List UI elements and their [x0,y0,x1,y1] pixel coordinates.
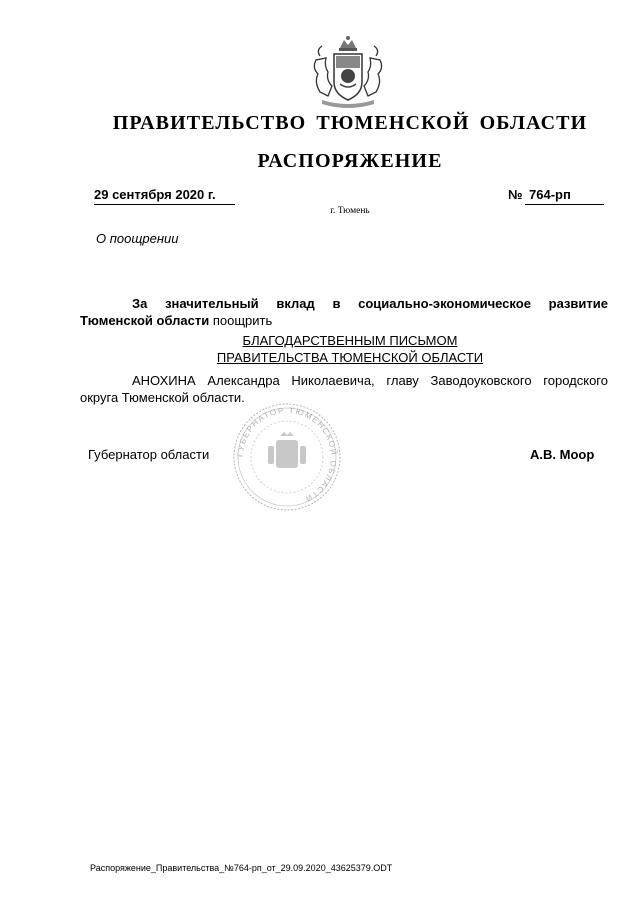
paragraph-reason [80,295,608,329]
award-title-line2: ПРАВИТЕЛЬСТВА ТЮМЕНСКОЙ ОБЛАСТИ [216,350,484,365]
file-footer: Распоряжение_Правительства_№764-рп_от_29.09.2020_43625379.ODT [90,863,393,873]
official-seal-stamp [232,402,342,512]
paragraph-reason-bold: За значительный вклад в социально-экономическое развитие Тюменской области [80,296,608,328]
number-sign: № [508,187,523,202]
paragraph-recipient: АНОХИНА Александра Николаевича, главу Заводоуковского городского округа Тюменской области. [80,373,608,405]
document-date: 29 сентября 2020 г. [94,187,235,205]
signatory-name: А.В. Моор [530,447,595,462]
signatory-position: Губернатор области [88,447,210,462]
document-subject: О поощрении [96,231,179,246]
document-type-title: РАСПОРЯЖЕНИЕ [257,150,443,172]
organization-title: ПРАВИТЕЛЬСТВО ТЮМЕНСКОЙ ОБЛАСТИ [112,112,588,134]
paragraph-reason-rest: поощрить [212,313,273,328]
coat-of-arms-icon [306,34,390,116]
award-title-line1: БЛАГОДАРСТВЕННЫМ ПИСЬМОМ [242,333,458,348]
svg-text:ГУБЕРНАТОР ТЮМЕНСКОЙ ОБЛАСТИ: ГУБЕРНАТОР ТЮМЕНСКОЙ ОБЛАСТИ [235,405,339,504]
document-number: 764-рп [525,187,604,205]
document-city: г. Тюмень [330,206,370,216]
